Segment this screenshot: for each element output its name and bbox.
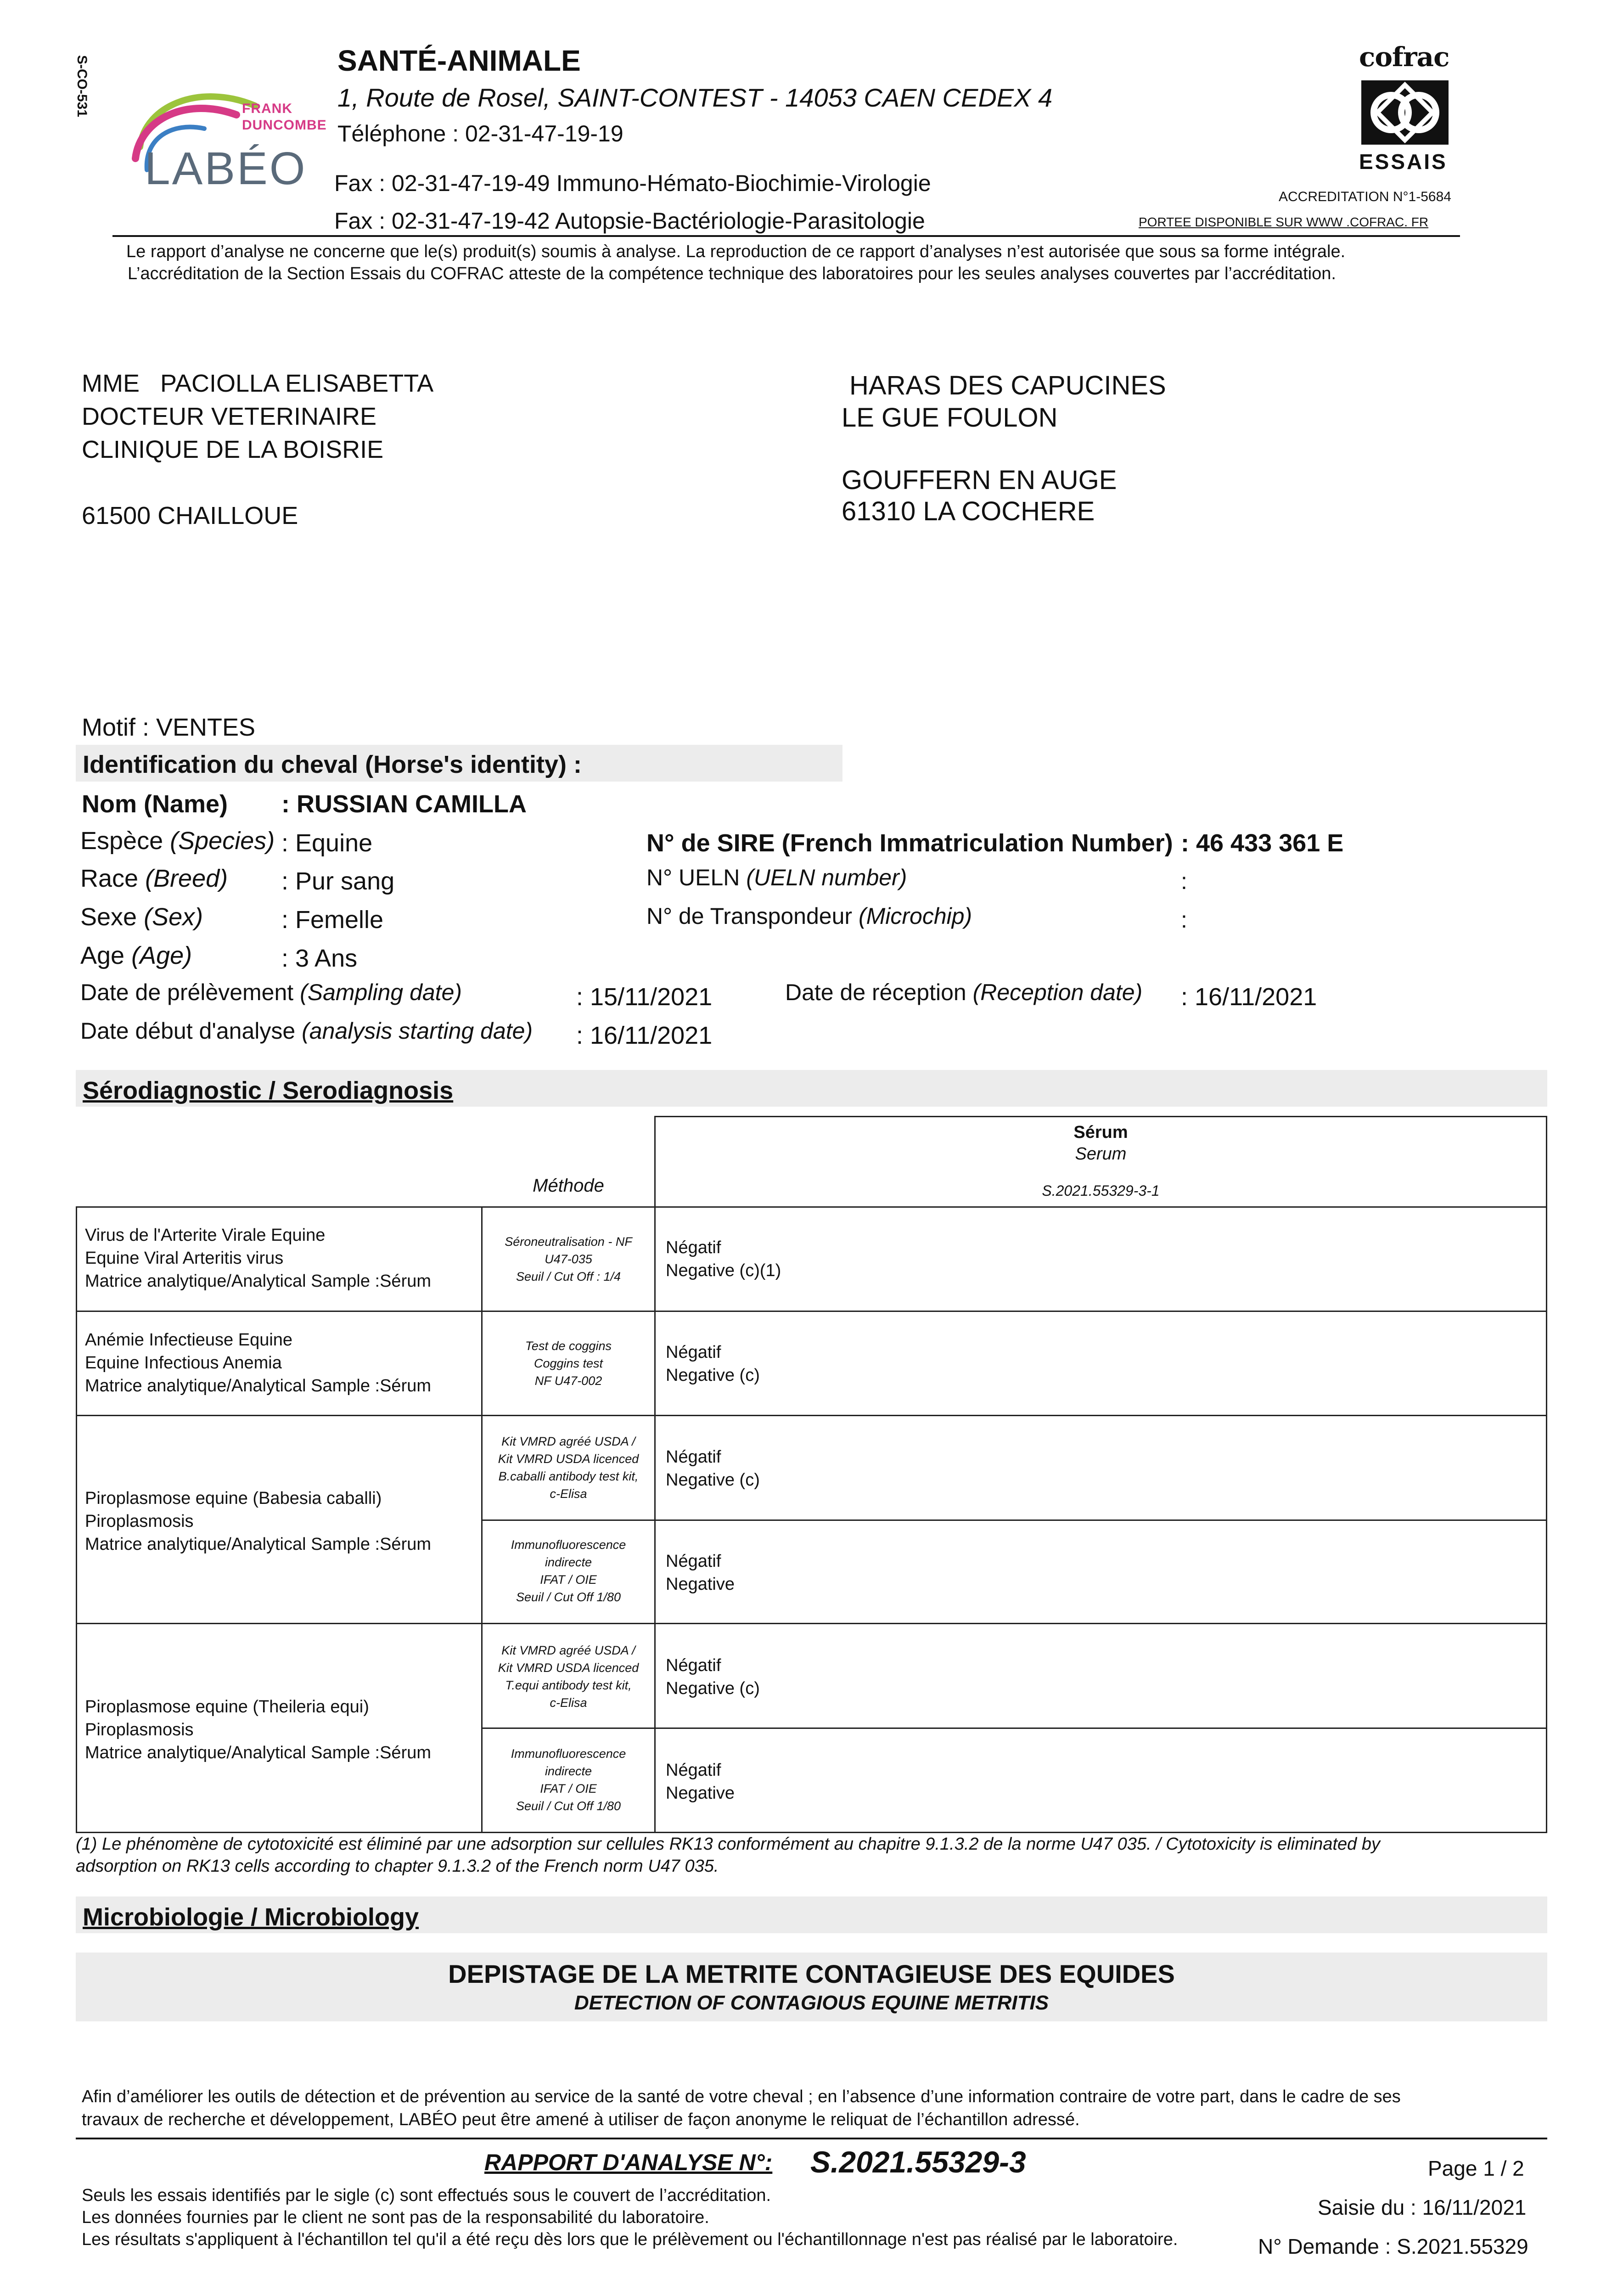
sex-label <box>80 903 203 931</box>
row2-result-fr: Négatif <box>666 1343 721 1362</box>
footer-divider <box>76 2138 1547 2139</box>
row4a-method-line1: Kit VMRD agréé USDA / <box>501 1643 635 1657</box>
row3b-method <box>481 1536 656 1606</box>
row4b-method-line1: Immunofluorescence <box>511 1747 626 1761</box>
row3b-method-line2: indirecte <box>545 1555 592 1569</box>
lab-name: SANTÉ-ANIMALE <box>337 44 581 77</box>
recipient-line-2: DOCTEUR VETERINAIRE <box>82 403 377 430</box>
report-number: S.2021.55329-3 <box>810 2145 1026 2179</box>
age-label <box>80 941 192 970</box>
breed-label-en: (Breed) <box>145 865 228 892</box>
row1-label <box>85 1224 431 1293</box>
side-code: S-CO-531 <box>74 55 90 118</box>
row4b-method <box>481 1745 656 1815</box>
reception-date-label-en: (Reception date) <box>972 979 1143 1005</box>
row1-method-line1: Séroneutralisation - NF <box>505 1235 632 1249</box>
sample-id: S.2021.55329-3-1 <box>1042 1182 1160 1199</box>
lab-fax-1: Fax : 02-31-47-19-49 Immuno-Hémato-Biochimie-Virologie <box>334 170 931 196</box>
row3b-result-en: Negative <box>666 1575 735 1594</box>
row3-label <box>85 1487 431 1556</box>
row4-label-line1: Piroplasmose equine (Theileria equi) <box>85 1697 369 1716</box>
analysis-date-label <box>80 1018 533 1044</box>
lab-fax-2: Fax : 02-31-47-19-42 Autopsie-Bactériologie-Parasitologie <box>334 208 925 234</box>
recipient-line-1: MME PACIOLLA ELISABETTA <box>82 370 434 397</box>
lab-address: 1, Route de Rosel, SAINT-CONTEST - 14053 CAEN CEDEX 4 <box>337 83 1053 112</box>
row4b-method-line2: indirecte <box>545 1764 592 1778</box>
metritis-title-en: DETECTION OF CONTAGIOUS EQUINE METRITIS <box>574 1992 1049 2014</box>
analysis-date-value: : 16/11/2021 <box>576 1022 713 1049</box>
breed-label-fr: Race <box>80 865 139 892</box>
serology-section-header <box>76 1070 1547 1107</box>
serology-section-title: Sérodiagnostic / Serodiagnosis <box>83 1077 454 1104</box>
row2-label <box>85 1328 431 1397</box>
ueln-label <box>646 864 907 891</box>
row4b-result <box>666 1759 735 1805</box>
row3a-method-line2: Kit VMRD USDA licenced <box>498 1452 639 1466</box>
sample-header-en: Serum <box>1075 1144 1127 1164</box>
row2-method <box>481 1337 656 1390</box>
row4a-method-line2: Kit VMRD USDA licenced <box>498 1661 639 1675</box>
research-notice-line-2: travaux de recherche et développement, LABÉO peut être amené à utiliser de façon anonyme le reliquat de l’échantillon adressé. <box>82 2110 1080 2129</box>
row4b-result-en: Negative <box>666 1784 735 1803</box>
sex-value: : Femelle <box>281 906 384 934</box>
name-value: : RUSSIAN CAMILLA <box>281 790 527 818</box>
row4a-result-cell <box>654 1623 1547 1729</box>
owner-line-2: LE GUE FOULON <box>842 403 1058 433</box>
demande-number: N° Demande : S.2021.55329 <box>1258 2234 1528 2258</box>
row4-label-line3: Matrice analytique/Analytical Sample :Sérum <box>85 1743 432 1762</box>
row2-method-line1: Test de coggins <box>525 1339 612 1353</box>
row4-label-line2: Piroplasmosis <box>85 1720 194 1739</box>
cofrac-logo <box>1359 41 1451 179</box>
row2-result-en: Negative (c) <box>666 1366 760 1385</box>
row2-method-line3: NF U47-002 <box>534 1374 602 1388</box>
row1-method-line3: Seuil / Cut Off : 1/4 <box>516 1270 621 1283</box>
ueln-label-fr: N° UELN <box>646 865 740 890</box>
row4a-result <box>666 1654 760 1700</box>
row2-label-line1: Anémie Infectieuse Equine <box>85 1330 293 1350</box>
reception-date-label <box>785 979 1142 1006</box>
method-header: Méthode <box>533 1176 604 1196</box>
disclaimer-line-2: L’accréditation de la Section Essais du COFRAC atteste de la compétence technique des laboratoires pour les seules analyses couvertes par l’accréditation. <box>128 264 1336 283</box>
species-value: : Equine <box>281 829 373 857</box>
row1-label-line2: Equine Viral Arteritis virus <box>85 1249 284 1268</box>
row1-result-fr: Négatif <box>666 1238 721 1257</box>
row3a-result-cell <box>654 1415 1547 1521</box>
owner-line-3: GOUFFERN EN AUGE <box>842 465 1117 495</box>
reception-date-value: : 16/11/2021 <box>1181 983 1317 1011</box>
row4-label <box>85 1695 431 1764</box>
species-label-en: (Species) <box>170 827 275 855</box>
row3b-result-fr: Négatif <box>666 1552 721 1571</box>
metritis-title-fr: DEPISTAGE DE LA METRITE CONTAGIEUSE DES EQUIDES <box>448 1959 1175 1988</box>
row3a-method-line4: c-Elisa <box>550 1487 587 1501</box>
sex-label-fr: Sexe <box>80 903 137 931</box>
metritis-title-box <box>76 1953 1547 2021</box>
row2-result-cell <box>654 1311 1547 1416</box>
sampling-date-value: : 15/11/2021 <box>576 983 713 1011</box>
age-value: : 3 Ans <box>281 945 358 972</box>
disclaimer-line-1: Le rapport d’analyse ne concerne que le(s) produit(s) soumis à analyse. La reproduction de ce rapport d’analyses n’est autorisée que sous sa forme intégrale. <box>126 242 1346 261</box>
row2-result <box>666 1341 760 1387</box>
row1-method-line2: U47-035 <box>545 1252 592 1266</box>
breed-value: : Pur sang <box>281 867 395 895</box>
logo-line1: FRANK <box>242 101 292 116</box>
age-label-en: (Age) <box>131 942 192 969</box>
lab-phone: Téléphone : 02-31-47-19-19 <box>337 121 623 146</box>
logo-line2: DUNCOMBE <box>242 118 327 133</box>
owner-line-1: HARAS DES CAPUCINES <box>849 371 1166 400</box>
row4a-method-line4: c-Elisa <box>550 1696 587 1710</box>
row3a-result-fr: Négatif <box>666 1447 721 1467</box>
microbiology-section-title: Microbiologie / Microbiology <box>83 1903 419 1931</box>
ueln-value: : <box>1181 868 1187 894</box>
sire-label: N° de SIRE (French Immatriculation Number) <box>646 829 1173 857</box>
footer-line-3: Les résultats s'appliquent à l'échantillon tel qu'il a été reçu dès lors que le prélèvement ou l'échantillonnage n'est pas réalisé par le laboratoire. <box>82 2230 1178 2249</box>
cofrac-portee-link[interactable]: PORTEE DISPONIBLE SUR WWW .COFRAC. FR <box>1139 215 1429 229</box>
row3a-method-line1: Kit VMRD agréé USDA / <box>501 1435 635 1448</box>
breed-label <box>80 864 228 893</box>
saisie-date: Saisie du : 16/11/2021 <box>1318 2195 1527 2219</box>
reception-date-label-fr: Date de réception <box>785 979 966 1005</box>
row3b-method-line3: IFAT / OIE <box>540 1573 597 1587</box>
footnote-line-2: adsorption on RK13 cells according to chapter 9.1.3.2 of the French norm U47 035. <box>76 1857 719 1876</box>
analysis-date-label-fr: Date début d'analyse <box>80 1018 296 1044</box>
sex-label-en: (Sex) <box>144 903 203 931</box>
row4b-method-line4: Seuil / Cut Off 1/80 <box>516 1799 621 1813</box>
species-label <box>80 827 275 855</box>
row4b-method-line3: IFAT / OIE <box>540 1782 597 1795</box>
row3a-result-en: Negative (c) <box>666 1470 760 1490</box>
row4b-result-fr: Négatif <box>666 1761 721 1780</box>
report-number-label: RAPPORT D'ANALYSE N°: <box>484 2150 773 2175</box>
row1-result-cell <box>654 1206 1547 1312</box>
sampling-date-label-en: (Sampling date) <box>300 979 462 1005</box>
recipient-line-3: CLINIQUE DE LA BOISRIE <box>82 436 384 463</box>
row2-label-line2: Equine Infectious Anemia <box>85 1353 282 1373</box>
footer-line-1: Seuls les essais identifiés par le sigle (c) sont effectués sous le couvert de l’accréditation. <box>82 2186 771 2205</box>
transponder-label-fr: N° de Transpondeur <box>646 903 853 929</box>
row3a-method-line3: B.caballi antibody test kit, <box>498 1469 639 1483</box>
row4a-method-line3: T.equi antibody test kit, <box>505 1678 632 1692</box>
row1-label-line3: Matrice analytique/Analytical Sample :Sérum <box>85 1272 432 1291</box>
microbiology-section-header <box>76 1896 1547 1933</box>
row3-label-line2: Piroplasmosis <box>85 1512 194 1531</box>
cofrac-bottom-text: ESSAIS <box>1359 150 1448 174</box>
identity-section-title: Identification du cheval (Horse's identity) : <box>83 751 582 778</box>
row3b-method-line1: Immunofluorescence <box>511 1538 626 1552</box>
row1-result <box>666 1236 781 1282</box>
sampling-date-label <box>80 979 462 1006</box>
row4a-result-fr: Négatif <box>666 1656 721 1675</box>
sampling-date-label-fr: Date de prélèvement <box>80 979 294 1005</box>
row4b-result-cell <box>654 1728 1547 1833</box>
row3-label-line3: Matrice analytique/Analytical Sample :Sérum <box>85 1535 432 1554</box>
accreditation-number: ACCREDITATION N°1-5684 <box>1279 189 1451 204</box>
page-indicator: Page 1 / 2 <box>1428 2156 1524 2180</box>
owner-line-4: 61310 LA COCHERE <box>842 496 1095 526</box>
labeo-logo <box>122 78 327 197</box>
analysis-date-label-en: (analysis starting date) <box>302 1018 533 1044</box>
cofrac-emblem-icon <box>1359 78 1451 147</box>
ueln-label-en: (UELN number) <box>746 865 907 890</box>
recipient-line-4: 61500 CHAILLOUE <box>82 502 298 529</box>
row2-label-line3: Matrice analytique/Analytical Sample :Sérum <box>85 1376 432 1396</box>
cofrac-top-text: cofrac <box>1359 41 1449 73</box>
row1-result-en: Negative (c)(1) <box>666 1261 781 1280</box>
logo-main-text: LABÉO <box>145 143 307 194</box>
transponder-value: : <box>1181 907 1187 933</box>
name-label: Nom (Name) <box>82 790 228 818</box>
row3-label-line1: Piroplasmose equine (Babesia caballi) <box>85 1489 382 1508</box>
species-label-fr: Espèce <box>80 827 163 855</box>
row3b-result <box>666 1550 735 1596</box>
footnote-line-1: (1) Le phénomène de cytotoxicité est éliminé par une adsorption sur cellules RK13 conformément au chapitre 9.1.3.2 de la norme U47 035. / Cytotoxicity is eliminated by <box>76 1835 1380 1854</box>
sample-header-fr: Sérum <box>1073 1123 1128 1142</box>
row3b-result-cell <box>654 1519 1547 1624</box>
row1-label-line1: Virus de l'Arterite Virale Equine <box>85 1226 326 1245</box>
row2-method-line2: Coggins test <box>534 1356 603 1370</box>
row1-method <box>481 1233 656 1285</box>
sire-value: : 46 433 361 E <box>1181 829 1344 857</box>
row4a-method <box>481 1642 656 1711</box>
research-notice-line-1: Afin d’améliorer les outils de détection et de prévention au service de la santé de votre cheval ; en l’absence d’une information contraire de votre part, dans le cadre de ses <box>82 2087 1401 2106</box>
transponder-label-en: (Microchip) <box>858 903 972 929</box>
row4a-result-en: Negative (c) <box>666 1679 760 1698</box>
row3a-result <box>666 1446 760 1491</box>
row3a-method <box>481 1433 656 1503</box>
motif: Motif : VENTES <box>82 714 256 741</box>
transponder-label <box>646 903 972 929</box>
row3b-method-line4: Seuil / Cut Off 1/80 <box>516 1590 621 1604</box>
header-divider <box>112 235 1460 237</box>
age-label-fr: Age <box>80 942 125 969</box>
footer-line-2: Les données fournies par le client ne sont pas de la responsabilité du laboratoire. <box>82 2208 709 2227</box>
identity-section-header <box>76 745 842 782</box>
